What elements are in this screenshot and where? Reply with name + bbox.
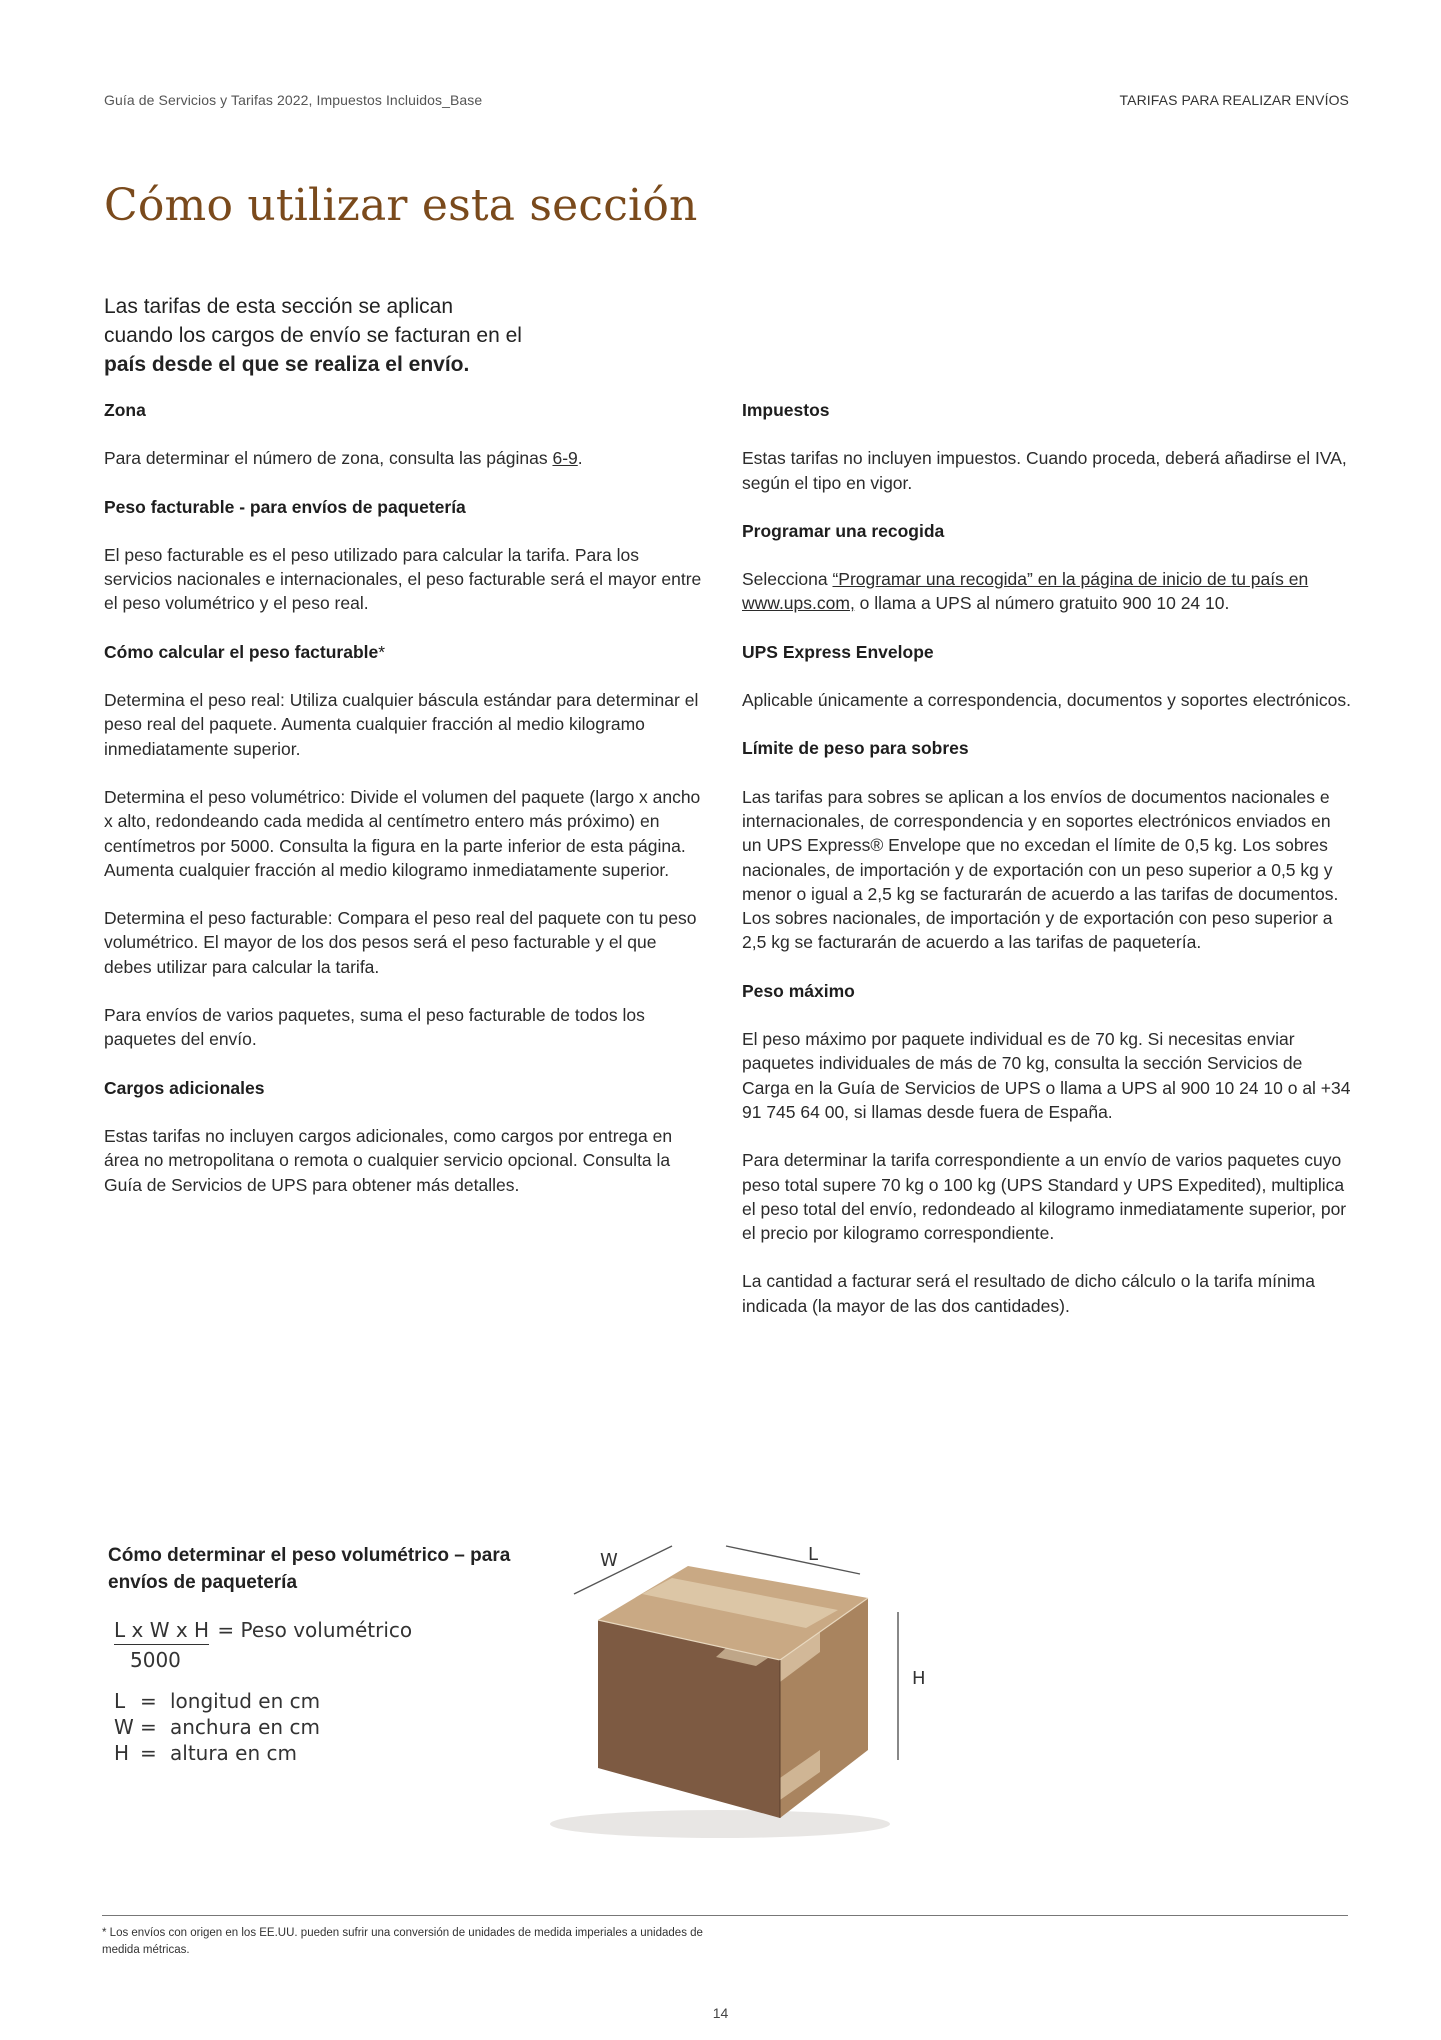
zona-heading: Zona — [104, 400, 146, 420]
footnote-divider — [102, 1915, 1348, 1916]
recogida-link[interactable]: “Programar una recogida” en la página de inicio de tu país en www.ups.com, — [742, 569, 1309, 614]
length-dimension-line — [726, 1546, 860, 1574]
calcular-heading-label: Cómo calcular el peso facturable — [104, 641, 379, 662]
formula-legend — [114, 1688, 320, 1766]
legend-row-w — [114, 1714, 320, 1740]
box-label-l: L — [808, 1544, 819, 1565]
calcular-asterisk: * — [378, 641, 386, 662]
calcular-heading — [104, 640, 704, 664]
envelope-text: Aplicable únicamente a correspondencia, documentos y soportes electrónicos. — [742, 690, 1351, 711]
impuestos-text: Estas tarifas no incluyen impuestos. Cuando proceda, deberá añadirse el IVA, según el tipo en vigor. — [742, 448, 1347, 493]
zona-pages-link[interactable]: 6-9 — [552, 448, 578, 469]
zona-text-after: . — [577, 448, 583, 469]
legend-value: longitud en cm — [170, 1689, 321, 1713]
recogida-text-after: o llama a UPS al número gratuito 900 10 24 10. — [854, 593, 1230, 614]
right-column — [742, 398, 1352, 1342]
legend-row-h — [114, 1740, 320, 1766]
page-title: Cómo utilizar esta sección — [104, 180, 698, 231]
zona-text — [104, 446, 704, 470]
legend-eq: = — [140, 1741, 157, 1765]
recogida-text-before: Selecciona — [742, 569, 833, 590]
legend-eq: = — [140, 1689, 157, 1713]
left-column — [104, 398, 704, 1221]
impuestos-heading: Impuestos — [742, 400, 830, 420]
calcular-p4: Para envíos de varios paquetes, suma el peso facturable de todos los paquetes del envío. — [104, 1005, 645, 1050]
legend-row-l — [114, 1688, 320, 1714]
formula-denominator: 5000 — [130, 1648, 181, 1672]
calcular-p2: Determina el peso volumétrico: Divide el volumen del paquete (largo x ancho x alto, redondeando cada medida al centímetro entero más próximo) en centímetros por 5000. Consulta la figura en la parte inferior de esta página. Aumenta cualquier fracción al medio kilogramo inmediatamente superior. — [104, 786, 701, 880]
calcular-p3: Determina el peso facturable: Compara el peso real del paquete con tu peso volumétrico. El mayor de los dos pesos será el peso facturable y el que debes utilizar para calcular la tarifa. — [104, 908, 697, 977]
intro-text — [104, 292, 524, 379]
formula-line — [114, 1618, 412, 1645]
maximo-p1: El peso máximo por paquete individual es de 70 kg. Si necesitas enviar paquetes individuales de más de 70 kg, consulta la sección Servicios de Carga en la Guía de Servicios de UPS o llama a UPS al 900 10 24 10 o al +34 91 745 64 00, si llamas desde fuera de España. — [742, 1029, 1351, 1122]
legend-eq: = — [140, 1715, 157, 1739]
legend-key: H — [114, 1741, 130, 1765]
maximo-heading: Peso máximo — [742, 980, 855, 1001]
envelope-heading: UPS Express Envelope — [742, 641, 934, 662]
formula-numerator: L x W x H — [114, 1618, 209, 1645]
page-number: 14 — [712, 2005, 729, 2021]
calcular-p1: Determina el peso real: Utiliza cualquier báscula estándar para determinar el peso real del paquete. Aumenta cualquier fracción al medio kilogramo inmediatamente superior. — [104, 690, 699, 759]
header-section-title: TARIFAS PARA REALIZAR ENVÍOS — [1119, 92, 1349, 108]
cardboard-box-illustration — [530, 1528, 950, 1848]
cargos-text: Estas tarifas no incluyen cargos adicionales, como cargos por entrega en área no metropolitana o remota o cualquier servicio opcional. Consulta la Guía de Servicios de UPS para obtener más detalles. — [104, 1125, 673, 1195]
footnote: * Los envíos con origen en los EE.UU. pueden sufrir una conversión de unidades de medida imperiales a unidades de medida métricas. — [102, 1927, 703, 1956]
intro-text-bold: país desde el que se realiza el envío. — [104, 353, 470, 376]
peso-facturable-text: El peso facturable es el peso utilizado para calcular la tarifa. Para los servicios nacionales e internacionales, el peso facturable será el mayor entre el peso volumétrico y el peso real. — [104, 544, 702, 614]
cargos-heading: Cargos adicionales — [104, 1077, 265, 1098]
maximo-p3: La cantidad a facturar será el resultado de dicho cálculo o la tarifa mínima indicada (la mayor de las dos cantidades). — [742, 1271, 1315, 1316]
peso-facturable-heading: Peso facturable - para envíos de paquetería — [104, 496, 466, 517]
figure-title: Cómo determinar el peso volumétrico – para envíos de paquetería — [108, 1545, 511, 1593]
box-shadow — [550, 1810, 890, 1838]
limite-heading: Límite de peso para sobres — [742, 738, 969, 759]
maximo-p2: Para determinar la tarifa correspondiente a un envío de varios paquetes cuyo peso total supere 70 kg o 100 kg (UPS Standard y UPS Expedited), multiplica el peso total del envío, redondeado al kilogramo inmediatamente superior, por el precio por kilogramo correspondiente. — [742, 1150, 1347, 1244]
formula-result: = Peso volumétrico — [217, 1618, 413, 1642]
legend-value: anchura en cm — [170, 1715, 320, 1739]
recogida-heading: Programar una recogida — [742, 520, 945, 541]
recogida-text — [742, 567, 1352, 616]
zona-text-before: Para determinar el número de zona, consulta las páginas — [104, 448, 553, 469]
limite-text: Las tarifas para sobres se aplican a los envíos de documentos nacionales e internacionales, de correspondencia y en soportes electrónicos enviados en un UPS Express® Envelope que no excedan el límite de 0,5 kg. Los sobres nacionales, de importación y de exportación con un peso superior a 0,5 kg y menor o igual a 2,5 kg se facturarán de acuerdo a las tarifas de documentos. Los sobres nacionales, de importación y de exportación con peso superior a 2,5 kg se facturarán de acuerdo a las tarifas de paquetería. — [742, 786, 1339, 953]
intro-text-regular: Las tarifas de esta sección se aplican cuando los cargos de envío se facturan en el — [104, 295, 522, 347]
header-doc-title: Guía de Servicios y Tarifas 2022, Impuestos Incluidos_Base — [104, 92, 483, 108]
legend-value: altura en cm — [170, 1741, 297, 1765]
box-label-h: H — [912, 1668, 926, 1689]
box-label-w: W — [600, 1550, 618, 1571]
legend-key: L — [114, 1689, 126, 1713]
legend-key: W — [114, 1715, 134, 1739]
